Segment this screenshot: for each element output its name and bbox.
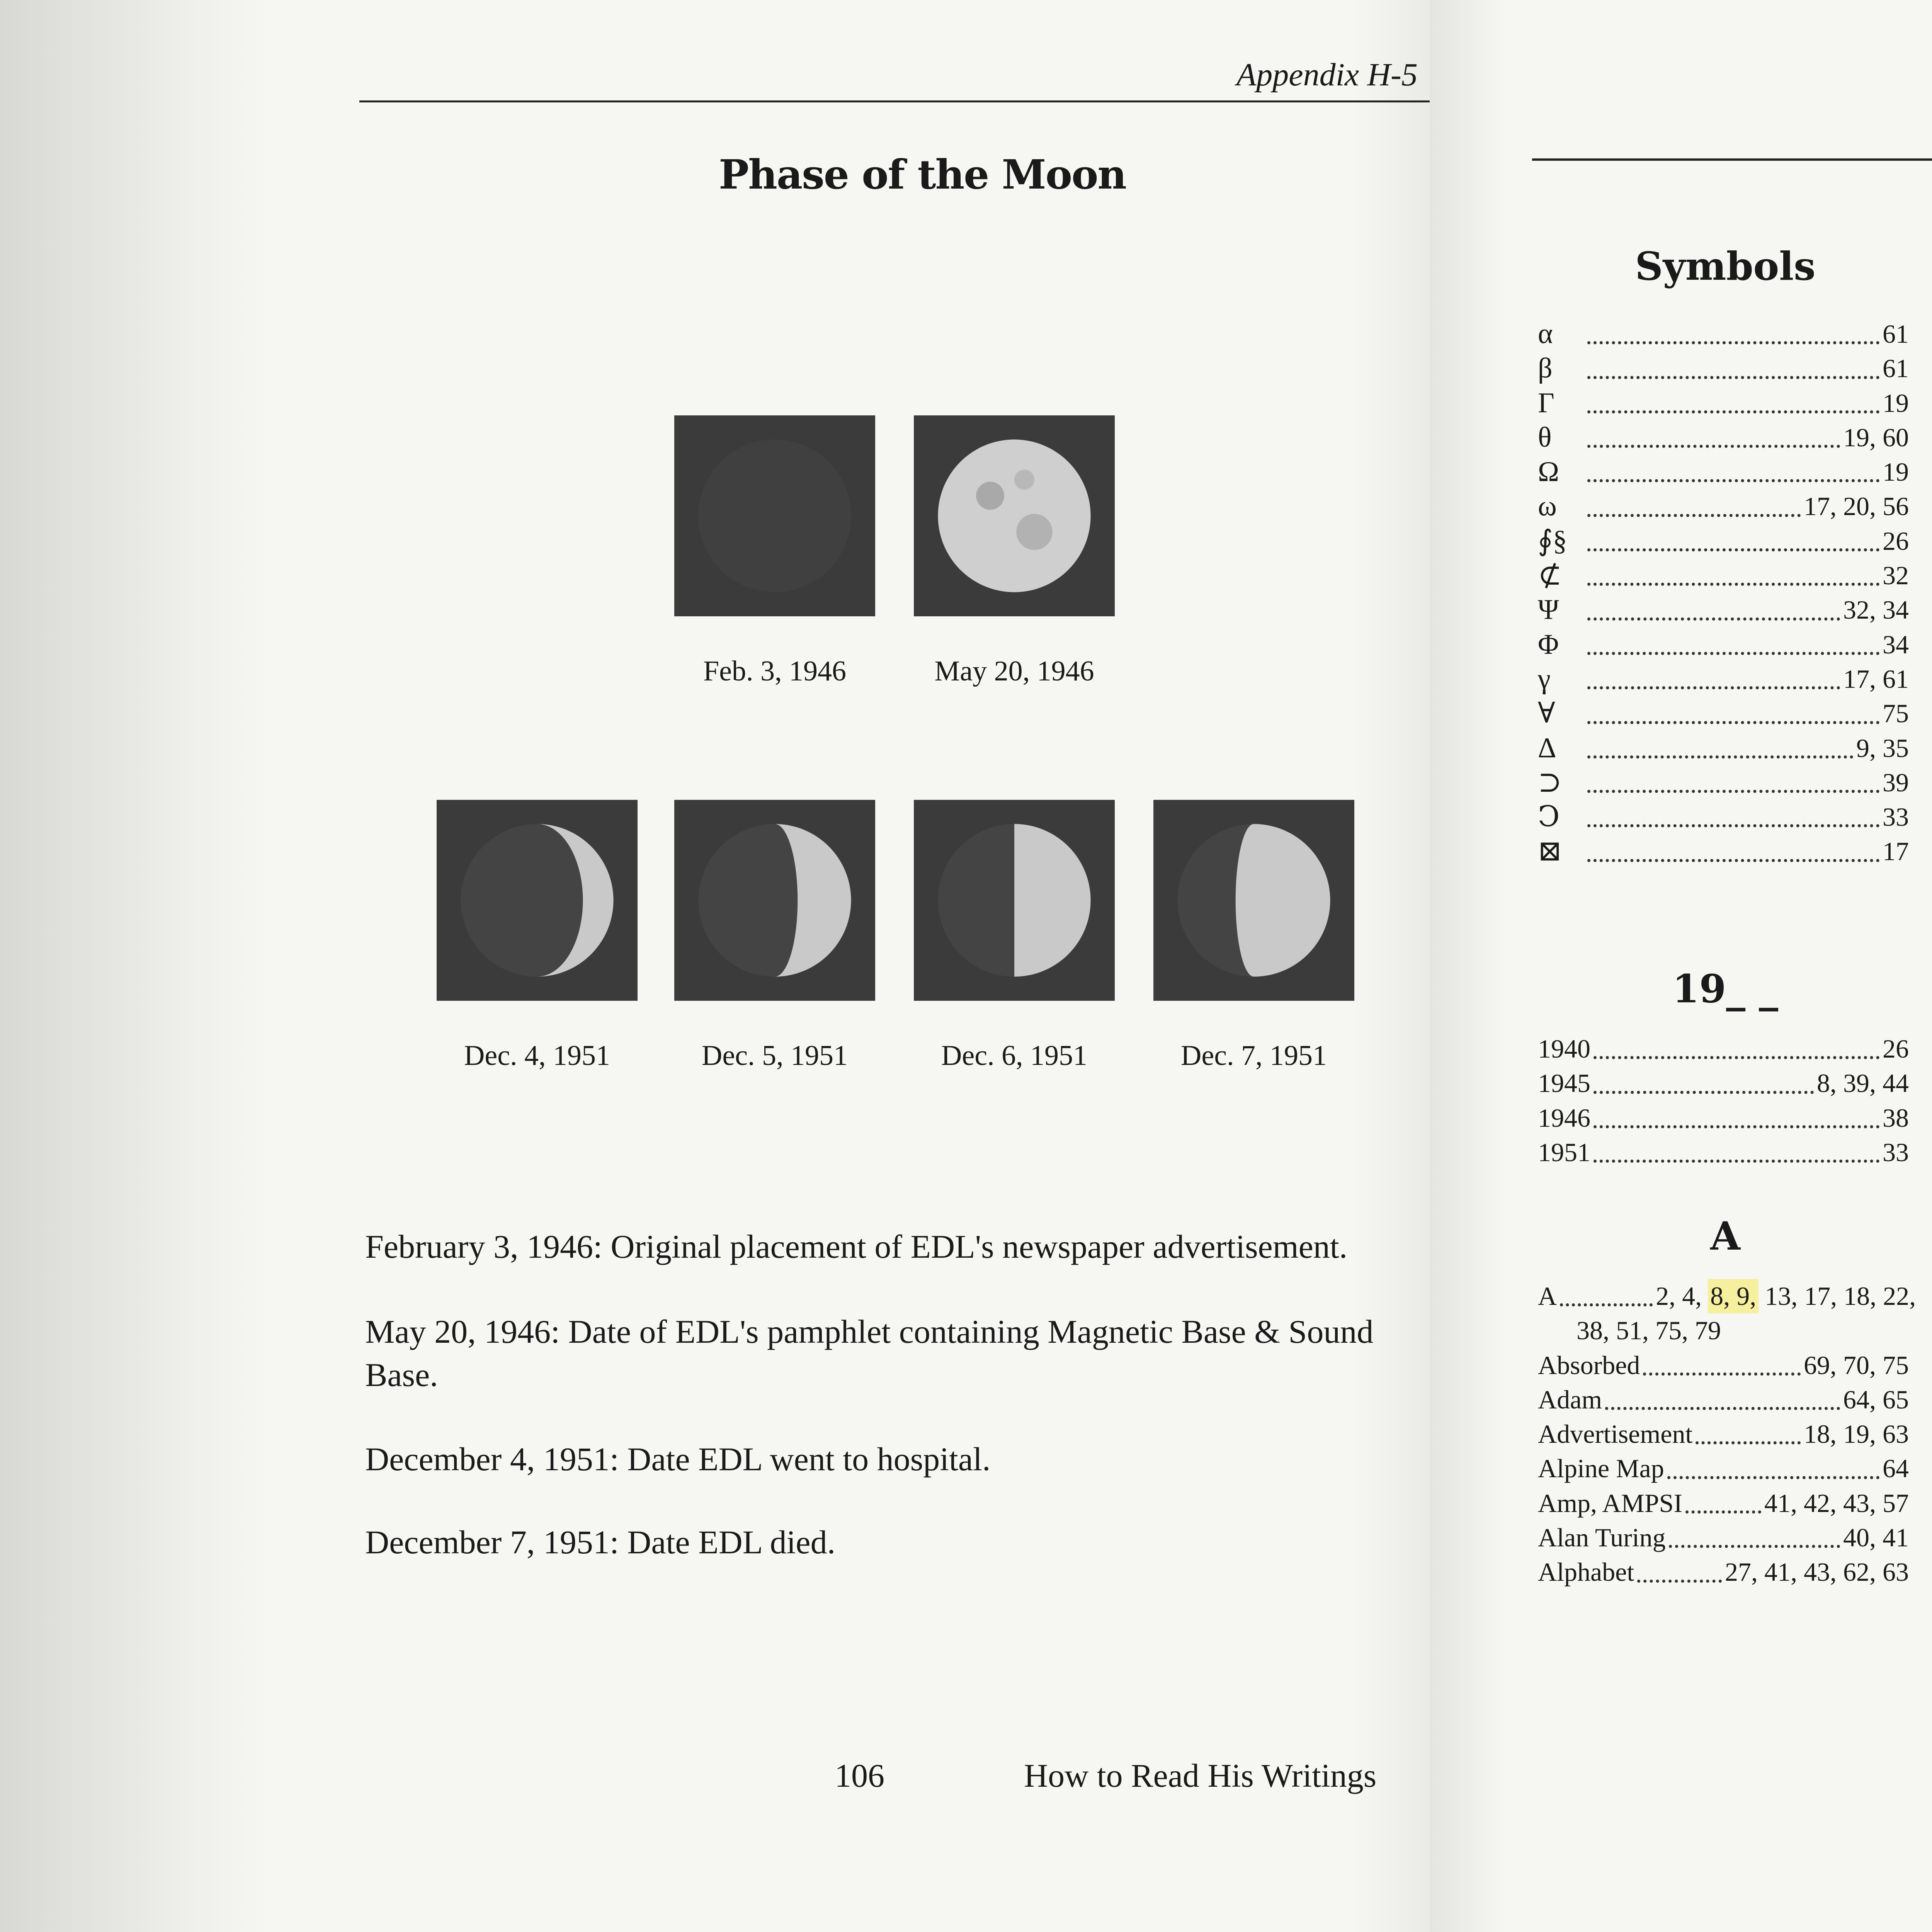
index-entry — [1538, 386, 1909, 420]
entry-label: Alpine Map — [1538, 1454, 1664, 1483]
index-entry — [1538, 593, 1909, 627]
entry-label: Φ — [1538, 628, 1559, 660]
waxing-moon-icon — [674, 800, 875, 1001]
index-entry — [1538, 800, 1909, 834]
entry-pages: 17, 20, 56 — [1804, 492, 1909, 521]
note-3: December 4, 1951: Date EDL went to hospital. — [365, 1440, 991, 1478]
crescent-moon-icon — [437, 800, 638, 1001]
note-4: December 7, 1951: Date EDL died. — [365, 1524, 836, 1561]
index-entry — [1538, 1486, 1909, 1520]
entry-pages: 33 — [1883, 1137, 1909, 1167]
note-2: May 20, 1946: Date of EDL's pamphlet containing Magnetic Base & Sound Base. — [365, 1313, 1374, 1393]
entry-pages: 17 — [1883, 837, 1909, 866]
index-entry — [1538, 1032, 1909, 1066]
years-index-list — [1538, 1032, 1909, 1170]
entry-pages: 40, 41 — [1843, 1523, 1909, 1553]
entry-pages: 8, 39, 44 — [1817, 1068, 1909, 1098]
section-heading-years: 19_ _ — [1672, 966, 1778, 1012]
entry-pages: 27, 41, 43, 62, 63 — [1725, 1557, 1909, 1587]
entry-pages: 9, 35 — [1856, 733, 1909, 763]
entry-label: Adam — [1538, 1384, 1602, 1414]
index-entry — [1538, 834, 1909, 869]
footer-title: How to Read His Writings — [1024, 1757, 1377, 1794]
entry-label: 1945 — [1538, 1068, 1590, 1098]
first-quarter-moon-icon — [914, 800, 1115, 1001]
entry-pages: 61 — [1883, 319, 1909, 349]
running-head: Appendix H-5 — [1236, 57, 1418, 93]
index-entry — [1538, 489, 1909, 524]
moon-caption: May 20, 1946 — [934, 655, 1094, 687]
moon-caption: Dec. 5, 1951 — [701, 1040, 848, 1071]
entry-label: ⊃ — [1538, 766, 1562, 798]
entry-label: Δ — [1538, 732, 1556, 764]
entry-pages: 26 — [1883, 526, 1909, 556]
page-number: 106 — [835, 1757, 884, 1794]
index-entry — [1538, 1555, 1909, 1589]
index-entry-continued: 38, 51, 75, 79 — [1577, 1316, 1721, 1345]
entry-pages: 33 — [1883, 802, 1909, 832]
entry-label: 1946 — [1538, 1103, 1590, 1133]
moon-caption: Feb. 3, 1946 — [703, 655, 846, 687]
header-rule — [1532, 158, 1932, 161]
entry-label: γ — [1538, 663, 1551, 695]
gibbous-moon-icon — [1153, 800, 1354, 1001]
entry-label: Ψ — [1538, 594, 1559, 626]
index-entry — [1538, 731, 1909, 765]
entry-pages: 19 — [1883, 457, 1909, 487]
entry-pages: 69, 70, 75 — [1804, 1350, 1909, 1380]
entry-label: α — [1538, 318, 1553, 350]
page-title: Phase of the Moon — [719, 151, 1126, 198]
entry-pages: 18, 19, 63 — [1804, 1419, 1909, 1449]
new-moon-icon — [674, 415, 875, 616]
entry-pages: 64 — [1883, 1454, 1909, 1483]
entry-pages: 75 — [1883, 699, 1909, 728]
entry-pages: 64, 65 — [1843, 1384, 1909, 1414]
index-entry — [1538, 317, 1909, 351]
entry-pages: 41, 42, 43, 57 — [1764, 1488, 1909, 1518]
entry-pages: 2, 4, — [1656, 1281, 1702, 1311]
entry-label: Γ — [1538, 387, 1554, 419]
section-heading-a: A — [1710, 1213, 1740, 1259]
a-index-list — [1538, 1279, 1916, 1590]
entry-label: A — [1538, 1281, 1557, 1311]
moon-caption: Dec. 7, 1951 — [1180, 1040, 1327, 1071]
entry-label: ∮§ — [1538, 525, 1567, 557]
index-entry — [1538, 1279, 1916, 1313]
index-entry — [1538, 1451, 1909, 1486]
moon-caption: Dec. 6, 1951 — [941, 1040, 1088, 1071]
entry-label: Amp, AMPSI — [1538, 1488, 1683, 1518]
entry-pages: 19 — [1883, 388, 1909, 418]
highlighted-pages: 8, 9, — [1708, 1279, 1759, 1313]
index-entry — [1538, 662, 1909, 696]
entry-label: 1940 — [1538, 1034, 1590, 1063]
entry-label: β — [1538, 352, 1553, 384]
entry-label: Ↄ — [1538, 801, 1560, 833]
entry-label: ∀ — [1538, 697, 1555, 730]
index-entry — [1538, 1383, 1909, 1417]
index-entry — [1538, 765, 1909, 800]
entry-label: ⊄ — [1538, 560, 1562, 592]
section-heading-symbols: Symbols — [1635, 243, 1816, 289]
right-page — [1430, 0, 1932, 1932]
index-entry — [1538, 455, 1909, 489]
index-entry — [1538, 1101, 1909, 1135]
index-entry — [1538, 628, 1909, 662]
entry-label: 1951 — [1538, 1137, 1590, 1167]
symbols-index-list — [1538, 317, 1909, 869]
index-entry — [1538, 351, 1909, 386]
a-entries — [1538, 1348, 1909, 1590]
entry-label: ω — [1538, 490, 1557, 522]
index-entry — [1538, 1417, 1909, 1451]
entry-label: Alphabet — [1538, 1557, 1634, 1587]
entry-pages: 38 — [1883, 1103, 1909, 1133]
index-entry — [1538, 696, 1909, 731]
entry-pages: 32, 34 — [1843, 595, 1909, 625]
index-entry — [1538, 1348, 1909, 1383]
header-rule — [359, 100, 1430, 102]
entry-label: Ω — [1538, 456, 1559, 488]
entry-pages: 19, 60 — [1843, 422, 1909, 452]
index-entry — [1538, 1520, 1909, 1555]
index-entry — [1538, 420, 1909, 455]
full-moon-icon — [914, 415, 1115, 616]
moon-caption: Dec. 4, 1951 — [464, 1040, 611, 1071]
entry-label: ⊠ — [1538, 835, 1562, 867]
entry-label: θ — [1538, 421, 1552, 453]
index-entry — [1538, 524, 1909, 558]
index-entry — [1538, 558, 1909, 593]
index-entry — [1538, 1135, 1909, 1170]
entry-pages: 34 — [1883, 629, 1909, 659]
entry-label: Alan Turing — [1538, 1523, 1666, 1553]
entry-pages: 39 — [1883, 767, 1909, 797]
entry-pages: 17, 61 — [1843, 664, 1909, 694]
index-entry — [1538, 1066, 1909, 1100]
entry-pages: 61 — [1883, 354, 1909, 383]
entry-pages: 32 — [1883, 561, 1909, 590]
entry-label: Absorbed — [1538, 1350, 1640, 1380]
entry-pages: 26 — [1883, 1034, 1909, 1063]
entry-pages: 13, 17, 18, 22, — [1765, 1281, 1916, 1311]
entry-label: Advertisement — [1538, 1419, 1693, 1449]
note-1: February 3, 1946: Original placement of EDL's newspaper advertisement. — [365, 1228, 1348, 1265]
